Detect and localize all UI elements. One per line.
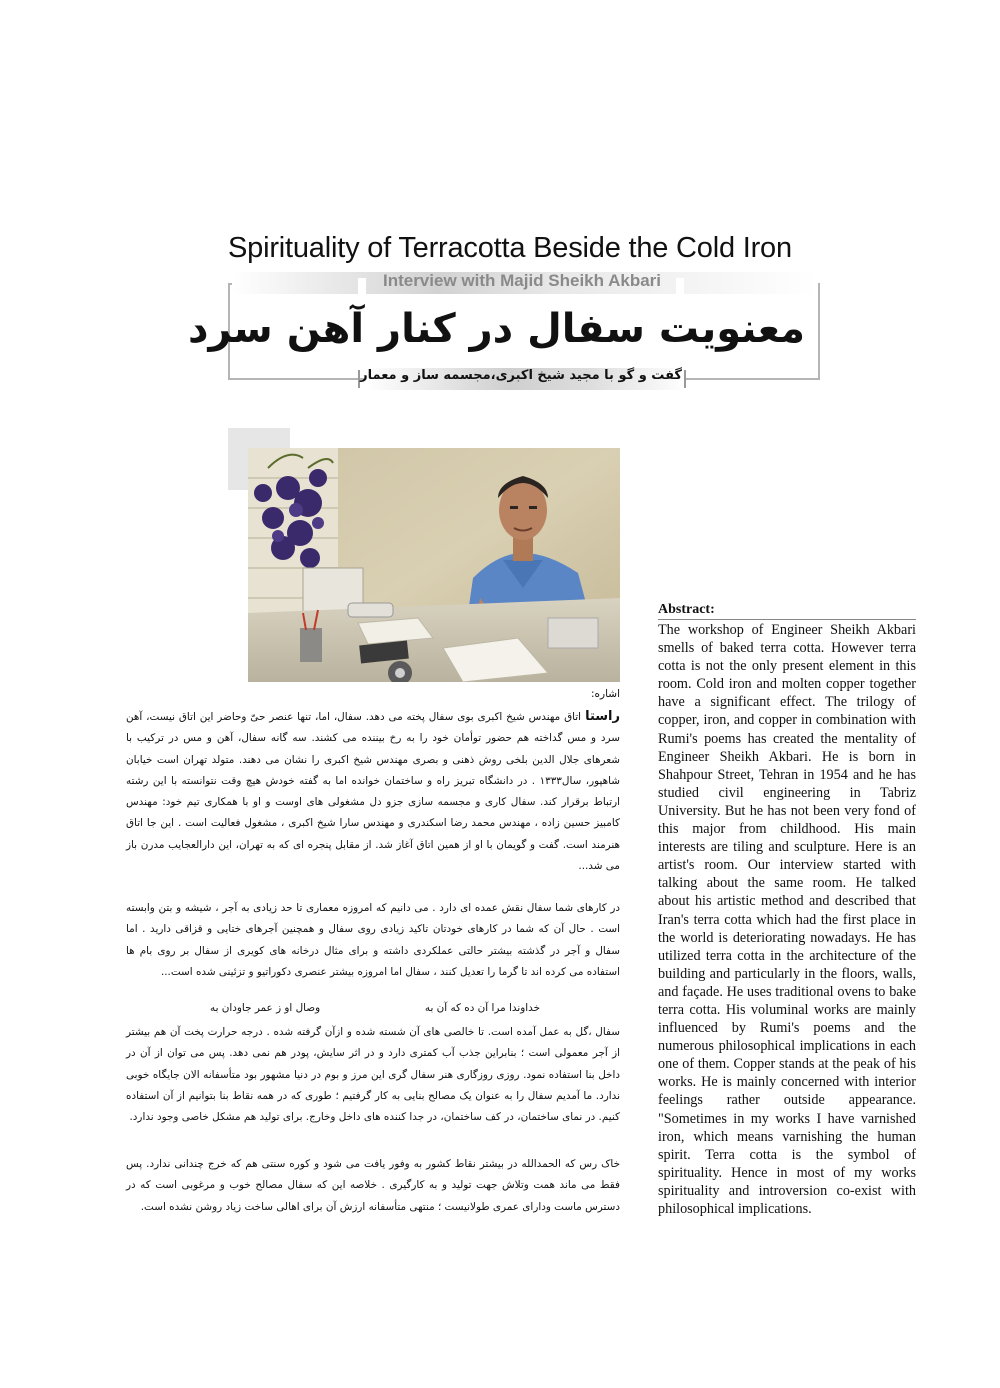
rasta-logo: راستا: [585, 709, 620, 724]
persian-question: در کارهای شما سفال نقش عمده ای دارد . می دانیم که امروزه معماری تا حد زیادی به آجر ، شیشه و بتن وابسته است . حال آن که شما در کارهای خودتان تاکید زیادی روی سفال و همچنین آجرهای ختایی و قزاقی دارید . اما سفال و آجر در گذشته بیشتر حالتی عملکردی داشته و برای مثال درخانه های کویری از سفال بر روی بام ها استفاده می کرده اند تا گرما را تعدیل کنند ، سفال اما امروزه بیشتر عنصری دکوراتیو و تزئینی شده است...: [126, 902, 620, 978]
abstract-heading: Abstract:: [658, 602, 916, 620]
persian-verse: [210, 1002, 540, 1014]
english-subtitle: Interview with Majid Sheikh Akbari: [382, 271, 662, 290]
subtitle-tick-right: [684, 370, 686, 388]
persian-title: معنویت سفال در کنار آهن سرد: [188, 306, 805, 352]
persian-intro-label: اشاره:: [590, 688, 620, 700]
persian-subtitle: گفت و گو با مجید شیخ اکبری،مجسمه ساز و معمار: [360, 368, 682, 383]
persian-intro: [126, 706, 620, 877]
verse-left: وصال او ز عمر جاودان به: [210, 1002, 321, 1014]
english-title: Spirituality of Terracotta Beside the Cold Iron: [228, 232, 792, 264]
interview-photo: [248, 448, 620, 682]
persian-intro-text: اتاق مهندس شیخ اکبری بوی سفال پخته می دهد. سفال، اما، تنها عنصر حیّ وحاضر این اتاق نیست، آهن سرد و مس گداخته هم حضور توأمان خود را به رخ بیننده می کشند. سه گانه سفال، آهن و مس در ترکیب با شعرهای جلال الدین بلخی روش ذهنی و بصری مهندس شیخ اکبری را نشان می دهند. متولد تهران است خیابان شاهپور، سال۱۳۳۳ . در دانشگاه تبریز راه و ساختمان خوانده اما به گفته خودش هیچ وقت نتوانسته با این رشته ارتباط برقرار کند. سفال کاری و مجسمه سازی جزو دل مشغولی های اوست و او با همکاری تیم خود: مهندس کامبیز حسین زاده ، مهندس محمد رضا اسکندری و مهندس سارا شیخ اکبری ، مشغول فعالیت است . این جا اتاق هنرمند است. گفت و گویمان با او از همین اتاق آغاز شد. از مقابل پنجره ای که به تهران، این دارالعجایب مدرن باز می شد...: [126, 711, 620, 873]
abstract-body: The workshop of Engineer Sheikh Akbari smells of baked terra cotta. However terra cotta is not the only present element in this room. Cold iron and molten copper together have a significant effect. The trilogy of copper, iron, and copper in combination with Rumi's poems has created the mentality of Engineer Sheikh Akbari. He is born in Shahpour Street, Tehran in 1954 and he has studied civil engineering in Tabriz University. But he has not been very fond of this major from childhood. His main interests are tiling and sculpture. Here is an artist's room. Our interview started with talking about the same room. He talked about his artistic method and described that Iran's terra cotta which had the first place in the world is deteriorating nowadays. He has utilized terra cotta in the architecture of the building and particularly in the floors, walls, and façade. He uses traditional ovens to bake terra cotta. His voluminal works are mainly influenced by Rumi's poems and the numerous philosophical implications in each one of them. Copper stands at the peak of his works. He is mainly concerned with interior feelings rather outside appearance. "Sometimes in my works I have varnished iron, which means varnishing the human spirit. Terra cotta is the symbol of spirituality. Hence in most of my works spirituality and introversion co-exist with philosophical implications.: [658, 622, 916, 1217]
verse-right: خداوندا مرا آن ده که آن به: [424, 1002, 540, 1014]
persian-answer-2: خاک رس که الحمدالله در بیشتر نقاط کشور به وفور یافت می شود و کوره سنتی هم که خرج چندانی ندارد. پس فقط می ماند همت وتلاش جهت تولید و به کارگیری . خلاصه این که سفال مصالح خوب و مرغوبی است که در دسترس ماست ودارای عمری طولانیست ؛ منتهی متأسفانه ارزش آن برای اهالی ساخت زیاد روشن نشده است.: [126, 1158, 620, 1213]
persian-answer-1: سفال ،گل به عمل آمده است. تا خالصی های آن شسته شده و ازآن گرفته شده . درجه حرارت پخت آن هم بیشتر از آجر معمولی است ؛ بنابراین جذب آب کمتری دارد و در اثر سایش، پودر هم نمی دهد. پس می توان از آن در داخل بنا استفاده نمود. روزی روزگاری هنر سفال گری این مرز و بوم در دنیا مشهور بود متأسفانه الان جایگاه خوبی ندارد. ما آمدیم سفال را به عنوان یک مصالح بنایی به کار گرفتیم ؛ طوری که در همه نقاط بنا بتوانیم از آن استفاده کنیم. در نمای ساختمان، در کف ساختمان، در جدا کننده های داخل وخارج. برای تولید هم مشکل خاصی وجود ندارد.: [126, 1026, 620, 1124]
